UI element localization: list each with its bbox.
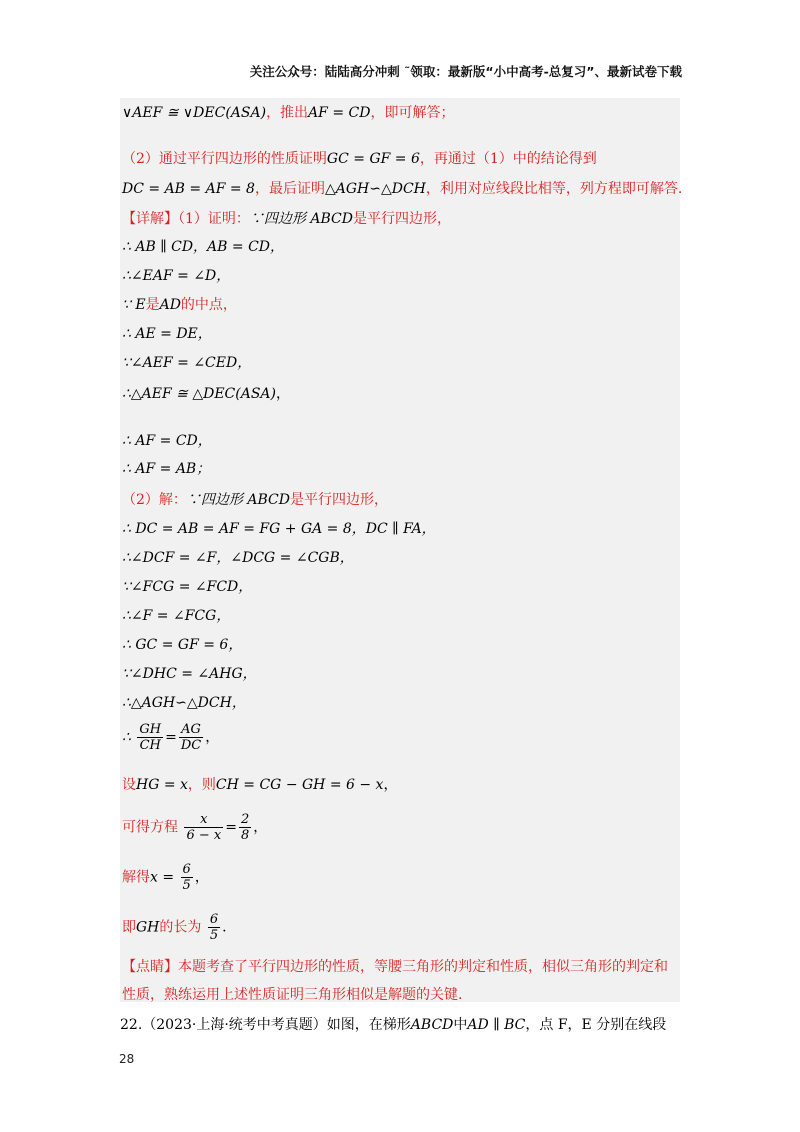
math: AD ∥ BC (467, 1017, 526, 1033)
numerator: x (184, 812, 223, 828)
text: 的长为 (159, 919, 202, 936)
congruence-expression: ∨AEF ≅ ∨DEC(ASA) (122, 105, 267, 121)
text: ，最后证明 (254, 181, 325, 197)
text: （2）通过平行四边形的性质证明 (122, 151, 327, 167)
math: ∴△AEF ≅ △DEC(ASA) (122, 386, 277, 402)
text: 解得 (122, 869, 150, 886)
text: ，即可解答； (370, 105, 455, 121)
line-21 (122, 722, 219, 753)
line-10 (122, 385, 290, 403)
math: DC = AB = AF = 8 (122, 181, 255, 197)
text: ， (194, 869, 209, 886)
denominator: 8 (240, 828, 250, 843)
fraction-gh-ch (137, 722, 163, 753)
numerator: 2 (240, 812, 250, 827)
text: . (222, 919, 227, 936)
text: ， (276, 386, 291, 402)
text: 是平行四边形， (352, 211, 451, 227)
text: 即 (122, 919, 136, 936)
line-18: ∴ GC = GF = 6， (122, 637, 243, 653)
math: ∵ E (122, 297, 146, 313)
line-20: ∴△AGH∽△DCH， (122, 695, 246, 711)
fraction-answer (208, 912, 220, 943)
line-4 (122, 210, 451, 228)
text: ， (383, 777, 398, 793)
math: AF = CD (308, 105, 371, 121)
text: ，则 (187, 777, 216, 793)
question-text: 中 (453, 1017, 468, 1033)
question-text: （2023·上海·统考中考真题）如图，在梯形 (142, 1017, 411, 1033)
math: △AGH∽△DCH (324, 181, 426, 197)
text: 的中点， (180, 297, 237, 313)
line-3 (122, 180, 682, 198)
comment-line-2: 性质，熟练运用上述性质证明三角形相似是解题的关键. (122, 987, 463, 1003)
line-14: ∴ DC = AB = AF = FG + GA = 8，DC ∥ FA， (122, 521, 436, 537)
math: CH = CG − GH = 6 − x (215, 777, 384, 793)
text: ， (253, 819, 268, 836)
text: ， (205, 729, 220, 746)
line-17: ∴∠F = ∠FCG， (122, 608, 231, 624)
line-25 (122, 912, 227, 943)
line-6: ∴∠EAF = ∠D， (122, 268, 231, 284)
line-1 (122, 104, 454, 122)
numerator: 6 (209, 912, 219, 927)
line-15: ∴∠DCF = ∠F，∠DCG = ∠CGB， (122, 550, 354, 566)
equals: = (225, 819, 237, 836)
text: （2）解： (122, 492, 187, 508)
fraction-x (184, 812, 223, 843)
text: ，利用对应线段比相等，列方程即可解答. (425, 181, 683, 197)
line-12: ∴ AF = AB； (122, 461, 211, 477)
denominator: 6 − x (186, 828, 222, 843)
fraction-6-5 (181, 862, 193, 893)
denominator: DC (180, 738, 202, 753)
numerator: AG (179, 722, 203, 738)
comment-line-1: 【点睛】本题考查了平行四边形的性质，等腰三角形的判定和性质，相似三角形的判定和 (122, 959, 668, 975)
denominator: 5 (182, 878, 191, 893)
text: 设 (122, 777, 136, 793)
math: ∴ (122, 729, 131, 746)
line-24 (122, 862, 209, 893)
line-22 (122, 776, 397, 794)
math: GC = GF = 6 (326, 151, 420, 167)
line-19: ∵∠DHC = ∠AHG， (122, 666, 257, 682)
equals: = (165, 729, 177, 746)
text: 是平行四边形， (289, 492, 388, 508)
question-number: 22. (120, 1017, 143, 1033)
math: ∵四边形 ABCD (249, 211, 353, 227)
page-number: 28 (119, 1052, 135, 1066)
text: ，推出 (266, 105, 309, 121)
line-5: ∴ AB ∥ CD，AB = CD， (122, 239, 285, 255)
line-2 (122, 150, 597, 168)
denominator: 5 (209, 928, 219, 943)
text: 可得方程 (122, 819, 178, 836)
page-header: 关注公众号：陆陆高分冲刺 ˜领取：最新版“小中高考-总复习”、最新试卷下载 (249, 64, 682, 79)
math: x = (150, 869, 175, 886)
detail-label: 【详解】（1）证明： (122, 211, 250, 227)
line-7 (122, 296, 237, 314)
denominator: CH (139, 738, 161, 753)
line-23 (122, 812, 267, 843)
fraction-2-8 (239, 812, 251, 843)
math: AD (159, 297, 181, 313)
question-text: ，点 F，E 分别在线段 (525, 1017, 667, 1033)
math: HG = x (136, 777, 188, 793)
text: 是 (145, 297, 160, 313)
numerator: GH (139, 722, 162, 737)
math: GH (136, 919, 160, 936)
line-11: ∴ AF = CD， (122, 433, 212, 449)
text: ，再通过（1）中的结论得到 (419, 151, 597, 167)
numerator: 6 (182, 862, 191, 877)
line-8: ∴ AE = DE， (122, 326, 212, 342)
fraction-ag-dc (179, 722, 203, 753)
line-9: ∵∠AEF = ∠CED， (122, 355, 252, 371)
line-13 (122, 491, 388, 509)
line-16: ∵∠FCG = ∠FCD， (122, 579, 253, 595)
math: ABCD (410, 1017, 454, 1033)
math: ∵四边形 ABCD (186, 492, 290, 508)
question-22 (120, 1014, 666, 1034)
